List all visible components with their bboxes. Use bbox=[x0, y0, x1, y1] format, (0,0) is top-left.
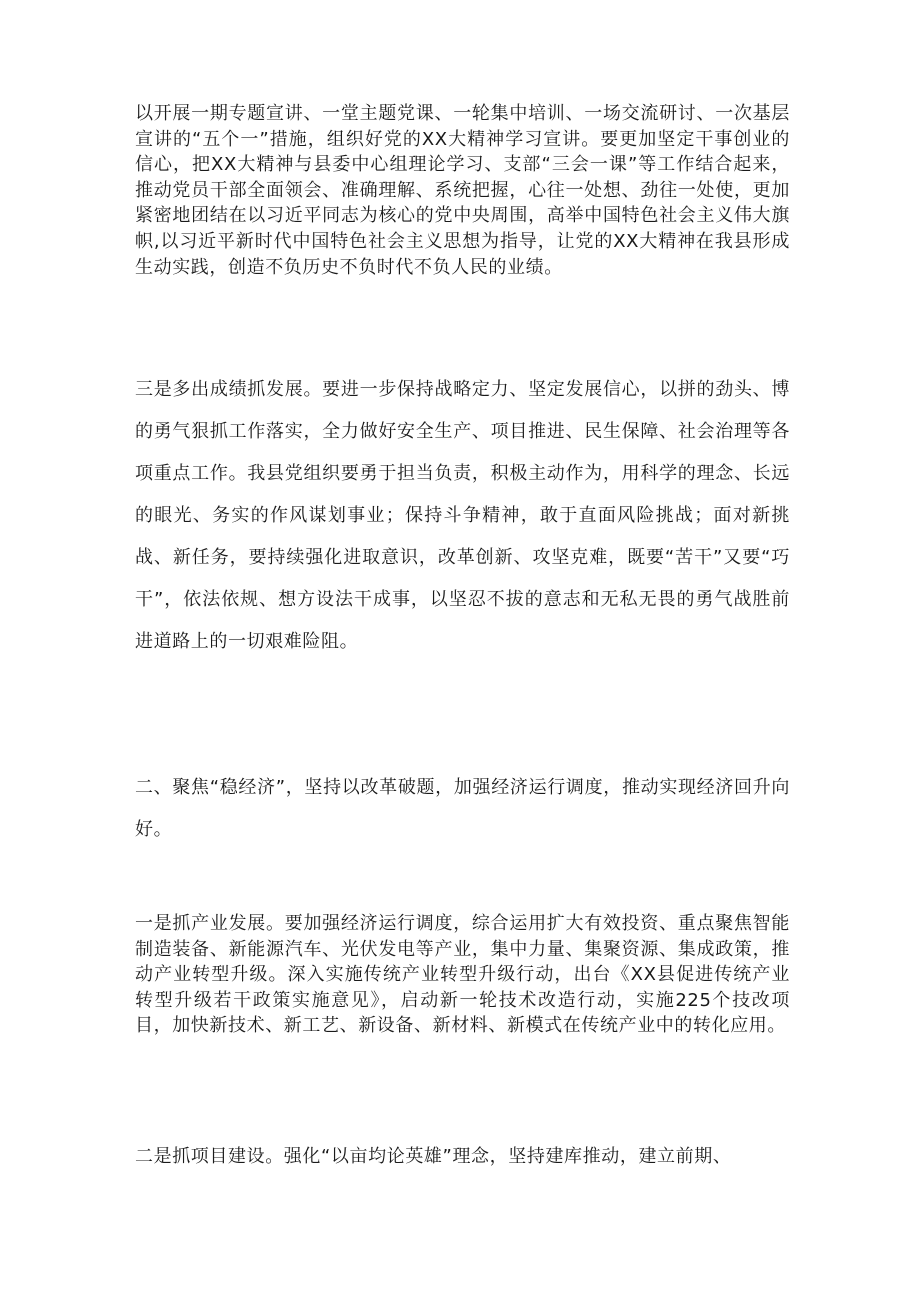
paragraph-achievements-development: 三是多出成绩抓发展。要进一步保持战略定力、坚定发展信心，以拼的劲头、博的勇气狠抓工作落实，全力做好安全生产、项目推进、民生保障、社会治理等各项重点工作。我县党组织要勇于担当负责，积极主动作为，用科学的理念、长远的眼光、务实的作风谋划事业；保持斗争精神，敢于直面风险挑战；面对新挑战、新任务，要持续强化进取意识，改革创新、攻坚克难，既要“苦干”又要“巧干”，依法依规、想方设法干成事，以坚忍不拔的意志和无私无畏的勇气战胜前进道路上的一切艰难险阻。 bbox=[135, 379, 790, 652]
paragraph-industry-development: 一是抓产业发展。要加强经济运行调度，综合运用扩大有效投资、重点聚焦智能制造装备、新能源汽车、光伏发电等产业，集中力量、集聚资源、集成政策，推动产业转型升级。深入实施传统产业转型升级行动，出台《XX县促进传统产业转型升级若干政策实施意见》，启动新一轮技术改造行动，实施225个技改项目，加快新技术、新工艺、新设备、新材料、新模式在传统产业中的转化应用。 bbox=[135, 913, 790, 1037]
paragraph-project-construction: 二是抓项目建设。强化“以亩均论英雄”理念，坚持建库推动，建立前期、 bbox=[135, 1146, 732, 1167]
section-heading-stabilize-economy: 二、聚焦“稳经济”，坚持以改革破题，加强经济运行调度，推动实现经济回升向好。 bbox=[135, 777, 790, 840]
paragraph-study-propaganda: 以开展一期专题宣讲、一堂主题党课、一轮集中培训、一场交流研讨、一次基层宣讲的“五个一”措施，组织好党的XX大精神学习宣讲。要更加坚定干事创业的信心，把XX大精神与县委中心组理论学习、支部“三会一课”等工作结合起来，推动党员干部全面领会、准确理解、系统把握，心往一处想、劲往一处使，更加紧密地团结在以习近平同志为核心的党中央周围，高举中国特色社会主义伟大旗帜,以习近平新时代中国特色社会主义思想为指导，让党的XX大精神在我县形成生动实践，创造不负历史不负时代不负人民的业绩。 bbox=[135, 103, 790, 278]
